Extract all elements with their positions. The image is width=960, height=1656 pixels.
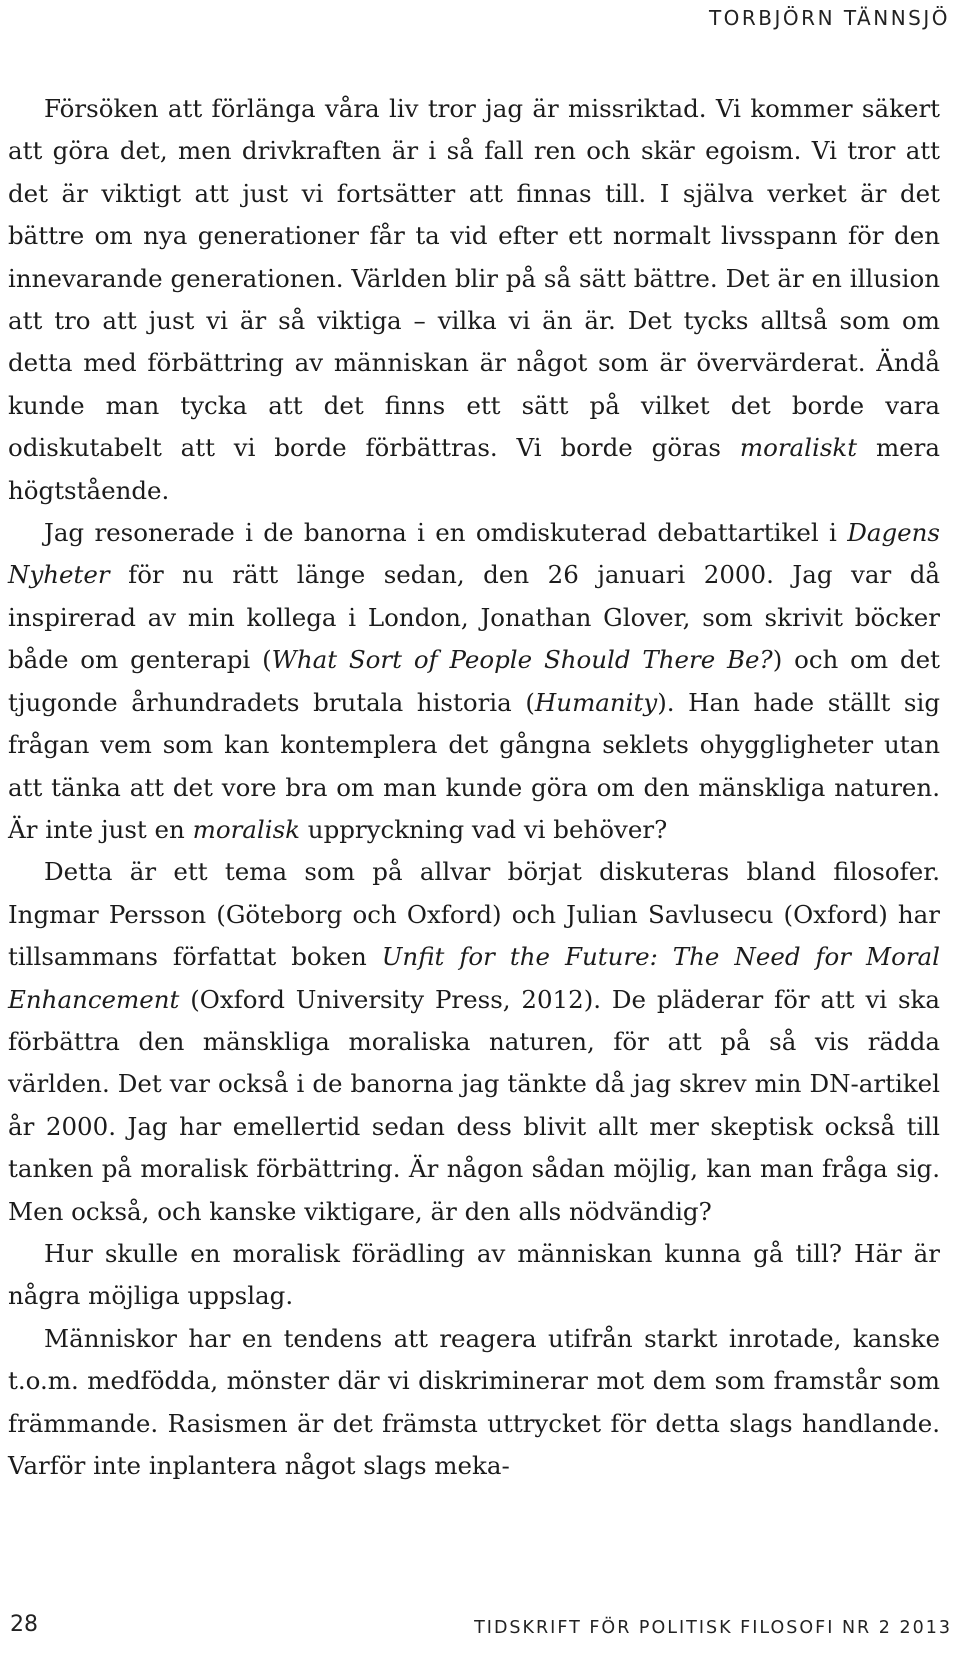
italic-text: moraliskt [739, 433, 858, 463]
italic-text: moralisk [192, 814, 300, 844]
body-paragraph [8, 1318, 940, 1488]
text-run: Jag resonerade i de banorna i en omdiskuterad debattartikel i [44, 518, 848, 548]
journal-footer: TIDSKRIFT FÖR POLITISK FILOSOFI NR 2 2013 [474, 1618, 952, 1638]
page-number: 28 [10, 1612, 38, 1637]
body-paragraph [8, 512, 940, 851]
italic-text: What Sort of People Should There Be? [271, 645, 773, 675]
text-run: Hur skulle en moralisk förädling av människan kunna gå till? Här är några möjliga uppslag. [8, 1238, 940, 1311]
text-run: ) och om det tjugonde århundradets brutala historia ( [8, 645, 940, 717]
body-paragraph [8, 88, 940, 512]
text-run: Detta är ett tema som på allvar börjat diskuteras bland filosofer. Ingmar Persson (Göteborg och Oxford) och Julian Savlusecu (Oxford) har tillsammans författat boken [8, 857, 940, 972]
article-body [8, 88, 940, 1487]
text-run: Försöken att förlänga våra liv tror jag är missriktad. Vi kommer säkert att göra det, men drivkraften är i så fall ren och skär egoism. Vi tror att det är viktigt att just vi fortsätter att finnas till. I själva verket är det bättre om nya generationer får ta vid efter ett normalt livsspann för den innevarande generationen. Världen blir på så sätt bättre. Det är en illusion att tro att just vi är så viktiga – vilka vi än är. Det tycks alltså som om detta med förbättring av människan är något som är övervärderat. Ändå kunde man tycka att det finns ett sätt på vilket det borde vara odiskutabelt att vi borde förbättras. Vi borde göras [8, 94, 940, 463]
running-head-author: TORBJÖRN TÄNNSJÖ [708, 6, 950, 30]
text-run: för nu rätt länge sedan, den 26 januari 2000. Jag var då inspirerad av min kollega i London, Jonathan Glover, som skrivit böcker både om genterapi ( [8, 560, 940, 675]
text-run: uppryckning vad vi behöver? [300, 814, 668, 844]
italic-text: Dagens Nyheter [8, 518, 940, 590]
body-paragraph [8, 851, 940, 1233]
italic-text: Unfit for the Future: The Need for Moral Enhancement [8, 942, 940, 1014]
text-run: mera högtstående. [8, 433, 940, 505]
text-run: ). Han hade ställt sig frågan vem som kan kontemplera det gångna seklets ohyggligheter utan att tänka att det vore bra om man kunde göra om den mänskliga naturen. Är inte just en [8, 687, 940, 844]
text-run: (Oxford University Press, 2012). De pläderar för att vi ska förbättra den mänskliga moraliska naturen, för att på så vis rädda världen. Det var också i de banorna jag tänkte då jag skrev min DN-artikel år 2000. Jag har emellertid sedan dess blivit allt mer skeptisk också till tanken på moralisk förbättring. Är någon sådan möjlig, kan man fråga sig. Men också, och kanske viktigare, är den alls nödvändig? [8, 984, 940, 1226]
text-run: Människor har en tendens att reagera utifrån starkt inrotade, kanske t.o.m. medfödda, mönster där vi diskriminerar mot dem som framstår som främmande. Rasismen är det främsta uttrycket för detta slags handlande. Varför inte inplantera något slags meka- [8, 1323, 940, 1480]
body-paragraph [8, 1233, 940, 1318]
italic-text: Humanity [534, 687, 658, 717]
